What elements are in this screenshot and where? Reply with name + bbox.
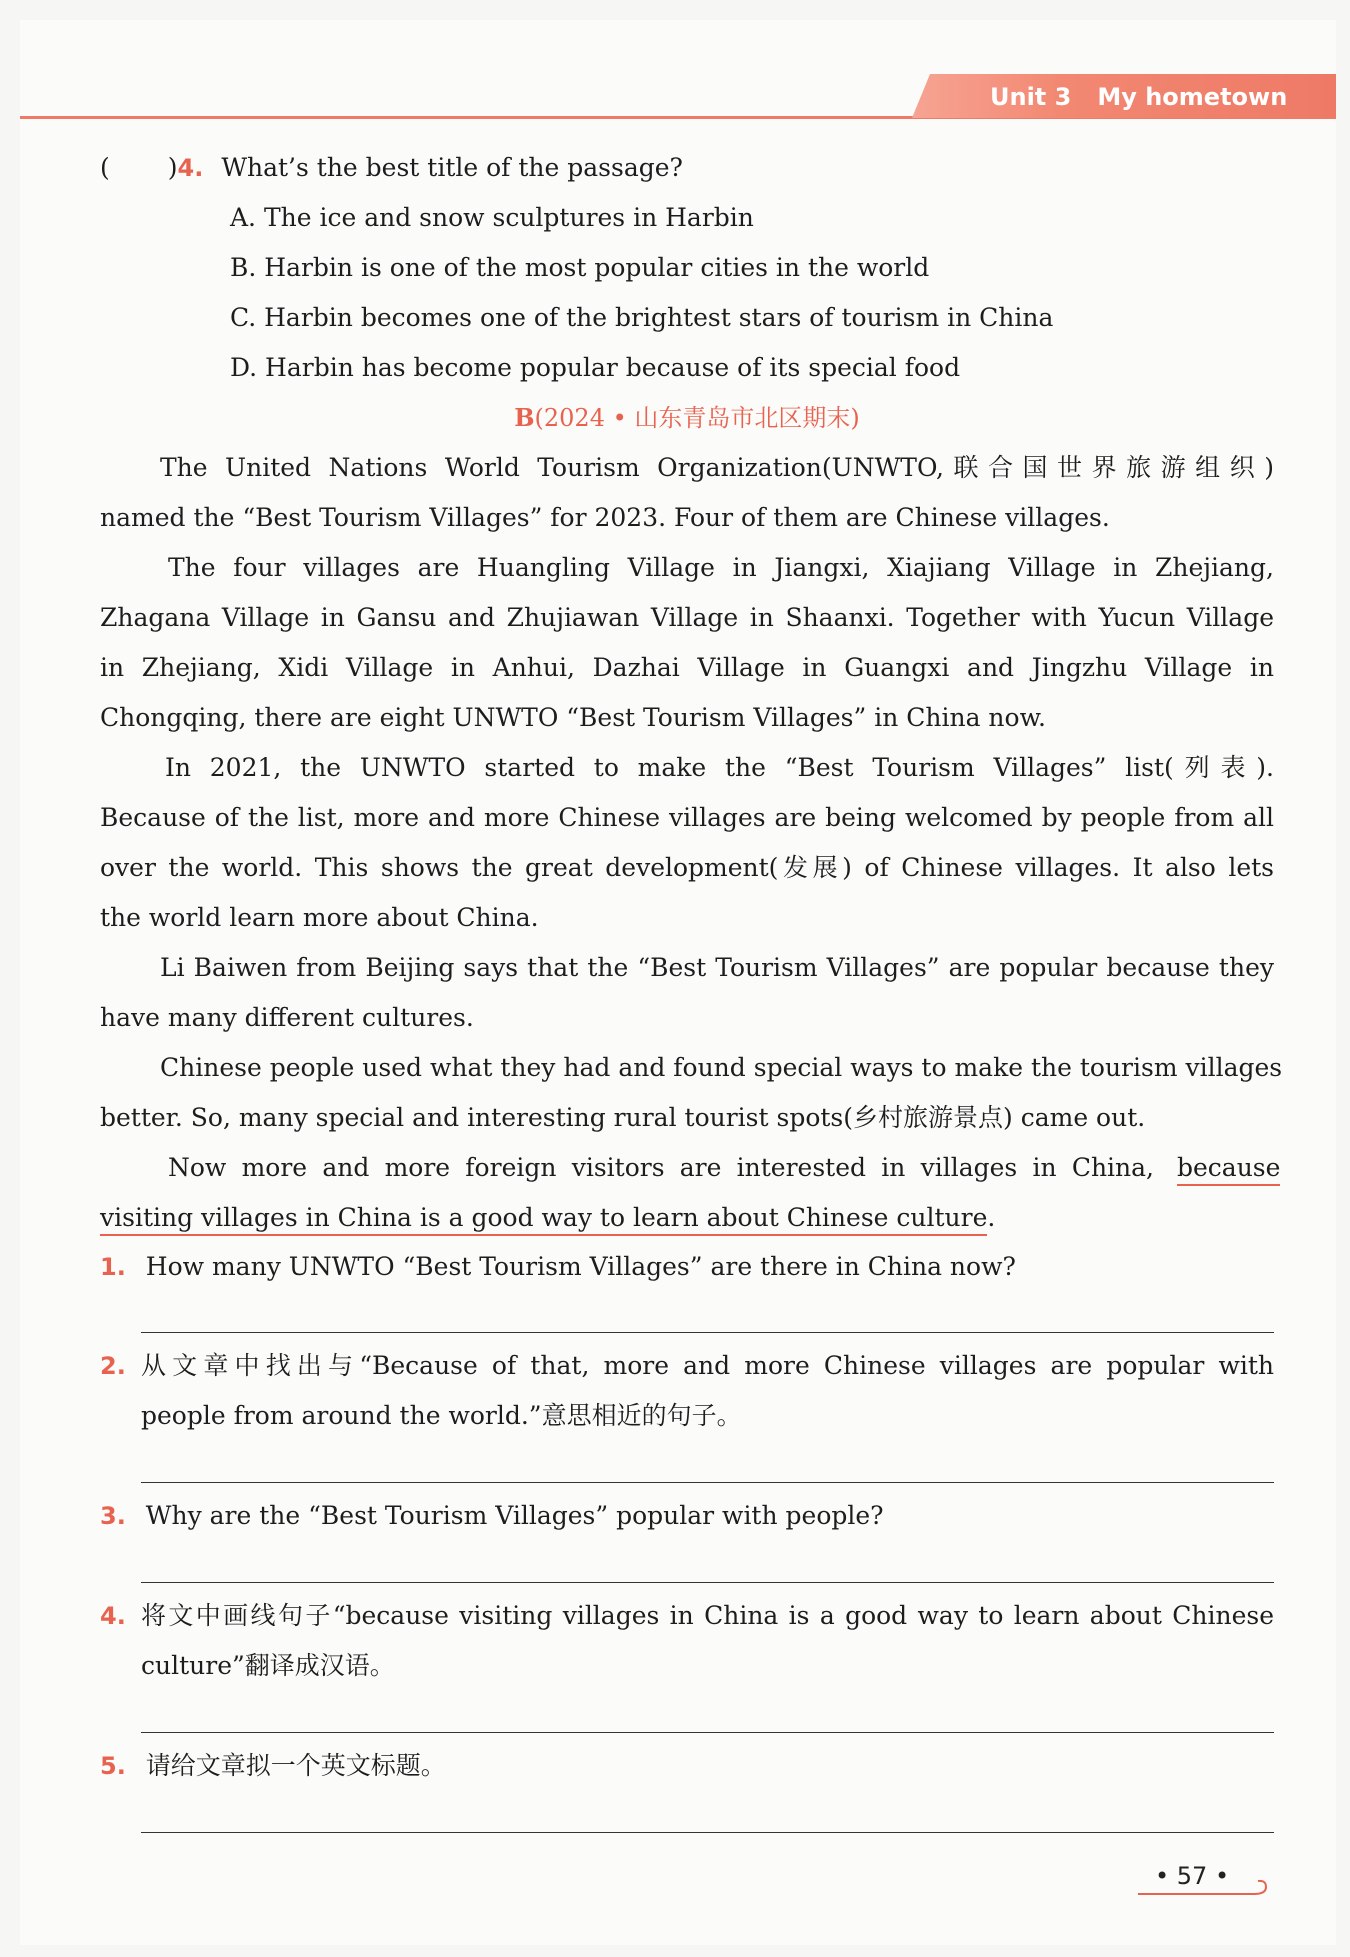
passage-line: have many different cultures.	[100, 1003, 474, 1032]
q4-number: 4.	[177, 154, 204, 182]
question-text: culture”翻译成汉语。	[141, 1651, 395, 1680]
question-number: 2.	[100, 1352, 126, 1380]
passage-line: Chongqing, there are eight UNWTO “Best Tourism Villages” in China now.	[100, 703, 1046, 732]
q4-option-b: B. Harbin is one of the most popular cities in the world	[230, 253, 930, 282]
question-number: 4.	[100, 1602, 126, 1630]
question-number: 3.	[100, 1502, 126, 1530]
q4-option-a: A. The ice and snow sculptures in Harbin	[230, 203, 754, 232]
passage-line: Now more and more foreign visitors are interested in villages in China,	[168, 1153, 1154, 1182]
question-text: people from around the world.”意思相近的句子。	[141, 1401, 742, 1430]
q4-option-c: C. Harbin becomes one of the brightest stars of tourism in China	[230, 303, 1054, 332]
answer-paren-open: (	[100, 153, 110, 182]
passage-line: in Zhejiang, Xidi Village in Anhui, Dazhai Village in Guangxi and Jingzhu Village in	[100, 653, 1274, 682]
question-1	[100, 1247, 1016, 1287]
question-number: 5.	[100, 1752, 126, 1780]
question-text: How many UNWTO “Best Tourism Villages” are there in China now?	[145, 1252, 1016, 1281]
q4-option-d: D. Harbin has become popular because of its special food	[230, 353, 961, 382]
passage-line: Chinese people used what they had and found special ways to make the tourism villages	[160, 1053, 1283, 1082]
underlined-sentence: visiting villages in China is a good way to learn about Chinese culture.	[100, 1198, 995, 1238]
section-b-title	[100, 398, 1274, 438]
answer-line-1[interactable]	[141, 1332, 1274, 1333]
unit-title: My hometown	[1097, 83, 1288, 111]
passage-line: the world learn more about China.	[100, 903, 539, 932]
unit-label: Unit 3	[990, 83, 1072, 111]
answer-paren-close: )	[167, 153, 178, 182]
question-text: 请给文章拟一个英文标题。	[145, 1751, 446, 1780]
passage-line: over the world. This shows the great development(发展) of Chinese villages. It also lets	[100, 853, 1274, 882]
header-title	[990, 79, 1313, 115]
question-2	[100, 1346, 126, 1386]
question-5	[100, 1746, 446, 1786]
answer-line-5[interactable]	[141, 1832, 1274, 1833]
question-3	[100, 1496, 884, 1536]
page-number-swoosh-icon	[1136, 1878, 1272, 1902]
passage-line: The four villages are Huangling Village in Jiangxi, Xiajiang Village in Zhejiang,	[168, 553, 1274, 582]
question-number: 1.	[100, 1253, 126, 1281]
underlined-sentence-start: because	[1177, 1148, 1280, 1188]
question-text: 从文章中找出与“Because of that, more and more Chinese villages are popular with	[141, 1351, 1274, 1380]
answer-line-4[interactable]	[141, 1732, 1274, 1733]
q4-stem	[100, 148, 683, 188]
passage-line: In 2021, the UNWTO started to make the “Best Tourism Villages” list(列表).	[165, 753, 1274, 782]
passage-line: Zhagana Village in Gansu and Zhujiawan Village in Shaanxi. Together with Yucun Village	[100, 603, 1274, 632]
passage-line: The United Nations World Tourism Organization(UNWTO,联合国世界旅游组织)	[160, 453, 1274, 482]
passage-line: Li Baiwen from Beijing says that the “Best Tourism Villages” are popular because they	[160, 953, 1274, 982]
passage-line: Because of the list, more and more Chinese villages are being welcomed by people from all	[100, 803, 1274, 832]
question-text: Why are the “Best Tourism Villages” popular with people?	[145, 1501, 884, 1530]
page-number: • 57 •	[1155, 1862, 1230, 1890]
question-text: 将文中画线句子“because visiting villages in China is a good way to learn about Chinese	[141, 1601, 1274, 1630]
passage-line: better. So, many special and interesting rural tourist spots(乡村旅游景点) came out.	[100, 1103, 1146, 1132]
passage-line: named the “Best Tourism Villages” for 2023. Four of them are Chinese villages.	[100, 503, 1110, 532]
section-b-label: B	[514, 403, 535, 432]
question-4	[100, 1596, 126, 1636]
section-b-source: (2024 • 山东青岛市北区期末)	[534, 404, 860, 432]
answer-line-3[interactable]	[141, 1582, 1274, 1583]
q4-question: What’s the best title of the passage?	[221, 153, 683, 182]
answer-line-2[interactable]	[141, 1482, 1274, 1483]
